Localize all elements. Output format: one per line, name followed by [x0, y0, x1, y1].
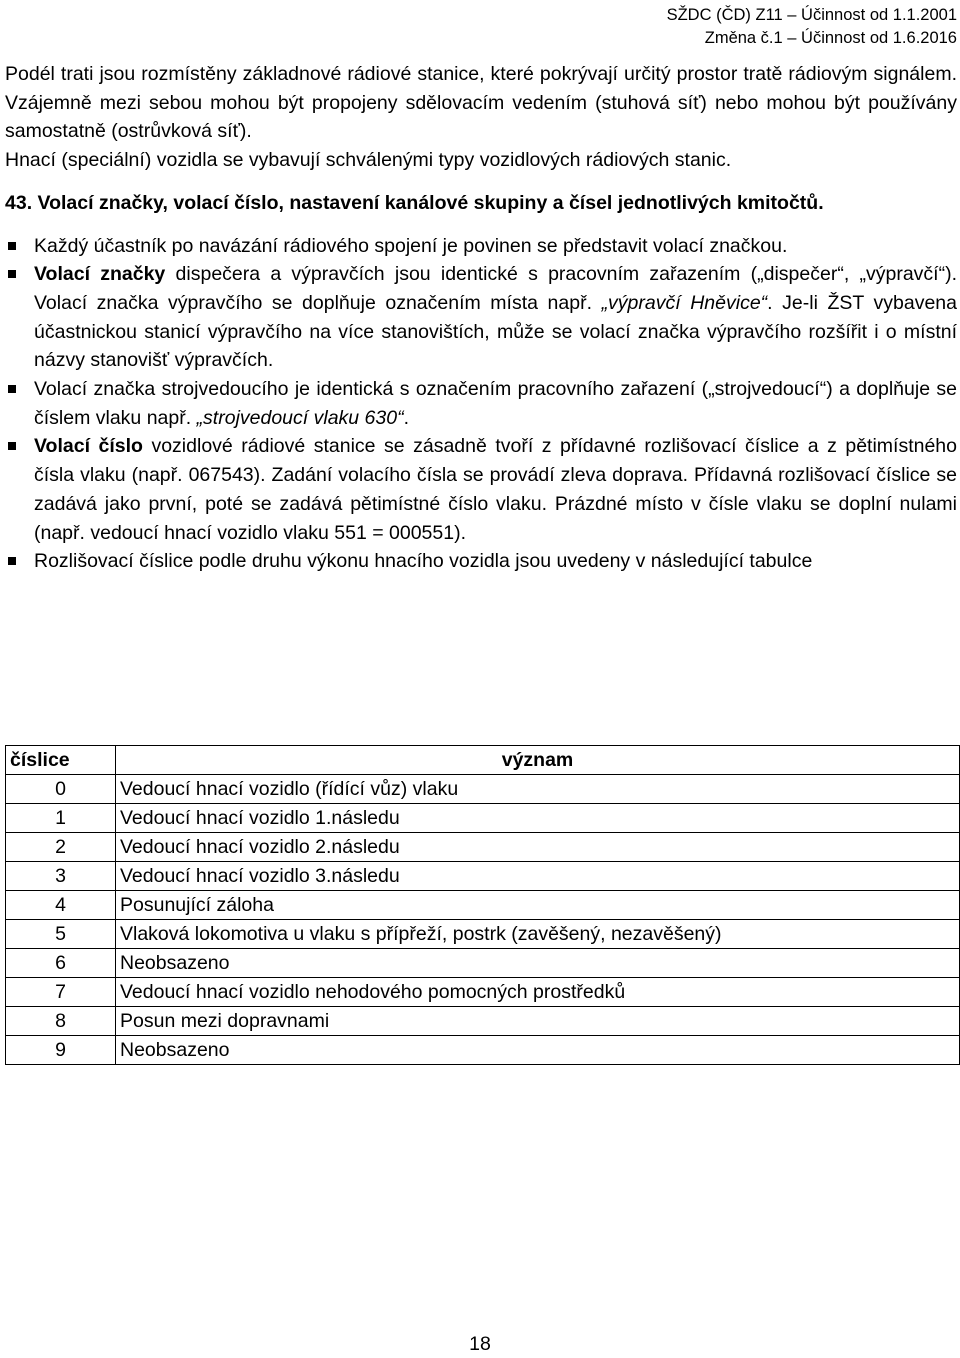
code-table — [5, 745, 960, 1065]
list-item — [5, 432, 957, 547]
meaning-cell: Neobsazeno — [116, 1036, 960, 1065]
header-line-2: Změna č.1 – Účinnost od 1.6.2016 — [704, 29, 957, 47]
meaning-cell: Posun mezi dopravnami — [116, 1007, 960, 1036]
bullet-3-text: Volací značka strojvedoucího je identická s označením pracovního zařazení („strojvedoucí“) a doplňuje se číslem vlaku např. — [34, 378, 957, 429]
table-row — [6, 1036, 960, 1065]
digit-cell: 2 — [6, 833, 116, 862]
meaning-cell: Vedoucí hnací vozidlo 1.následu — [116, 804, 960, 833]
page-number: 18 — [469, 1333, 491, 1355]
header-line-1: SŽDC (ČD) Z11 – Účinnost od 1.1.2001 — [666, 6, 957, 24]
column-header-meaning: význam — [116, 746, 960, 775]
table-row — [6, 891, 960, 920]
table-row — [6, 920, 960, 949]
square-bullet-icon — [8, 557, 16, 565]
meaning-cell: Posunující záloha — [116, 891, 960, 920]
list-item — [5, 375, 957, 432]
table-row — [6, 978, 960, 1007]
list-item — [5, 260, 957, 375]
bullet-4-bold: Volací číslo — [34, 435, 143, 458]
meaning-cell: Vedoucí hnací vozidlo nehodového pomocných prostředků — [116, 978, 960, 1007]
digit-cell: 0 — [6, 775, 116, 804]
table-row — [6, 949, 960, 978]
digit-cell: 1 — [6, 804, 116, 833]
meaning-cell: Vedoucí hnací vozidlo 3.následu — [116, 862, 960, 891]
digit-cell: 4 — [6, 891, 116, 920]
bullet-2-bold: Volací značky — [34, 263, 166, 286]
section-heading: 43. Volací značky, volací číslo, nastavení kanálové skupiny a čísel jednotlivých kmitočtů. — [5, 191, 824, 214]
table-row — [6, 862, 960, 891]
table-row — [6, 1007, 960, 1036]
intro-paragraph-2: Hnací (speciální) vozidla se vybavují schválenými typy vozidlových rádiových stanic. — [5, 149, 732, 172]
bullet-1-text: Každý účastník po navázání rádiového spojení je povinen se představit volací značkou. — [34, 234, 788, 257]
list-item — [5, 547, 957, 576]
table-body — [6, 775, 960, 1065]
intro-paragraph-1: Podél trati jsou rozmístěny základnové rádiové stanice, které pokrývají určitý prostor tratě rádiovým signálem. Vzájemně mezi sebou mohou být propojeny sdělovacím vedením (stuhová síť) nebo mohou být používány samostatně (ostrůvková síť). — [5, 63, 957, 143]
bullet-3-tail: . — [403, 406, 410, 429]
meaning-cell: Vlaková lokomotiva u vlaku s přípřeží, postrk (zavěšený, nezavěšený) — [116, 920, 960, 949]
digit-cell: 8 — [6, 1007, 116, 1036]
square-bullet-icon — [8, 385, 16, 393]
square-bullet-icon — [8, 442, 16, 450]
table-row — [6, 775, 960, 804]
column-header-digit: číslice — [6, 746, 116, 775]
bullet-3-italic: „strojvedoucí vlaku 630“ — [196, 406, 404, 429]
meaning-cell: Vedoucí hnací vozidlo (řídící vůz) vlaku — [116, 775, 960, 804]
bullet-2-text: dispečera a výpravčích jsou identické s pracovním zařazením („dispečer“, „výpravčí“). Volací značka výpravčího se doplňuje označením místa např. — [34, 263, 957, 314]
bullet-4-text: vozidlové rádiové stanice se zásadně tvoří z přídavné rozlišovací číslice a z pětimístného čísla vlaku (např. 067543). Zadání volacího čísla se provádí zleva doprava. Přídavná rozlišovací číslice se zadává jako první, poté se zadává pětimístné číslo vlaku. Prázdné místo v čísle vlaku se doplní nulami (např. vedoucí hnací vozidlo vlaku 551 = 000551). — [34, 435, 957, 544]
meaning-cell: Vedoucí hnací vozidlo 2.následu — [116, 833, 960, 862]
table-row — [6, 804, 960, 833]
bullet-list — [5, 232, 957, 576]
list-item — [5, 232, 957, 261]
page-header — [667, 4, 957, 50]
bullet-2-italic: „výpravčí Hněvice“ — [601, 291, 768, 314]
table-row — [6, 833, 960, 862]
document-body — [5, 60, 957, 576]
meaning-cell: Neobsazeno — [116, 949, 960, 978]
bullet-2-tail: . Je-li ŽST vybavena účastnickou stanicí výpravčího na více stanovištích, může se volací značka výpravčího rozšířit i o místní názvy stanovišť výpravčích. — [34, 291, 957, 372]
table-header-row — [6, 746, 960, 775]
digit-cell: 3 — [6, 862, 116, 891]
digit-cell: 9 — [6, 1036, 116, 1065]
digit-cell: 5 — [6, 920, 116, 949]
bullet-5-text: Rozlišovací číslice podle druhu výkonu hnacího vozidla jsou uvedeny v následující tabulce — [34, 550, 813, 573]
square-bullet-icon — [8, 242, 16, 250]
digit-cell: 6 — [6, 949, 116, 978]
square-bullet-icon — [8, 270, 16, 278]
digit-cell: 7 — [6, 978, 116, 1007]
